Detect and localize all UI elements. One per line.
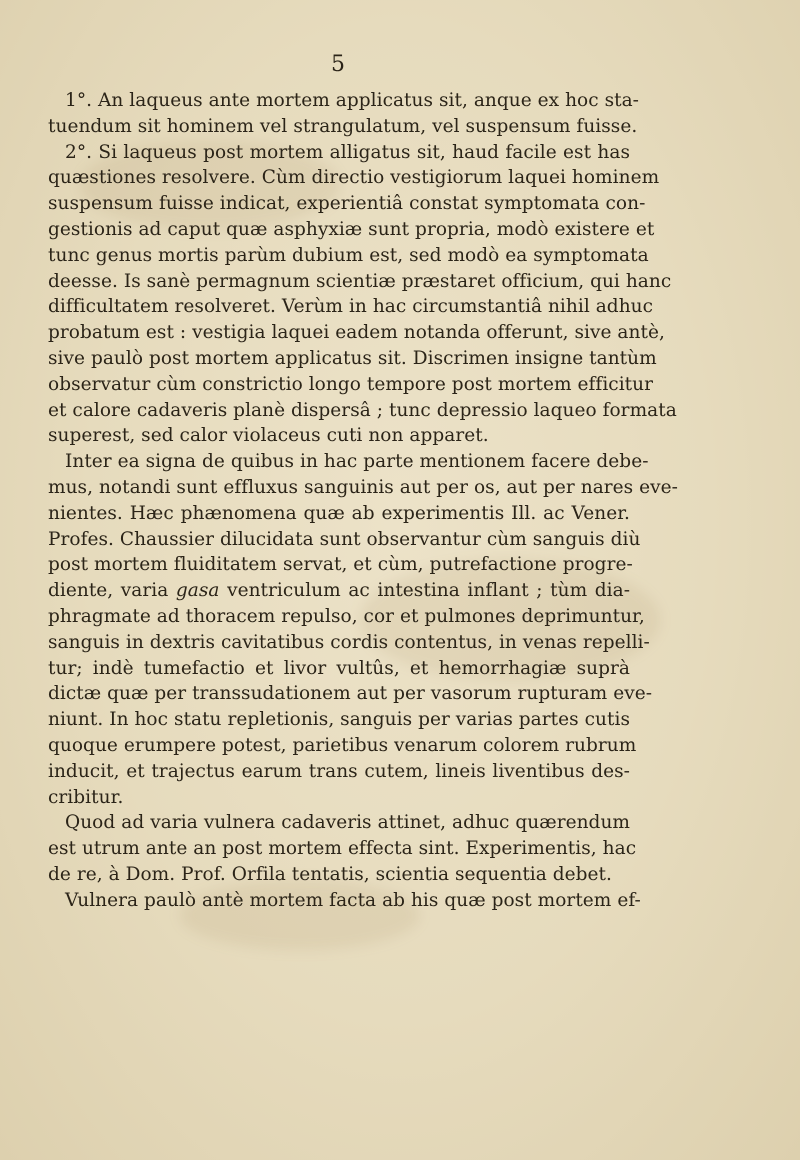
text-line: nientes. Hæc phænomena quæ ab experimentis Ill. ac Vener. bbox=[48, 502, 630, 524]
italic-word: gasa bbox=[175, 580, 220, 602]
text-line: phragmate ad thoracem repulso, cor et pulmones deprimuntur, bbox=[48, 605, 645, 627]
text-line: sanguis in dextris cavitatibus cordis contentus, in venas repelli- bbox=[48, 631, 650, 653]
text-line: est utrum ante an post mortem effecta sint. Experimentis, hac bbox=[48, 838, 637, 860]
text-line: tur; indè tumefactio et livor vultûs, et hemorrhagiæ suprà bbox=[48, 657, 630, 679]
text-line: de re, à Dom. Prof. Orfila tentatis, scientia sequentia debet. bbox=[48, 863, 612, 885]
text-line: sive paulò post mortem applicatus sit. Discrimen insigne tantùm bbox=[48, 347, 657, 369]
text-line: superest, sed calor violaceus cuti non apparet. bbox=[48, 425, 489, 447]
text-line: diente, varia gasa ventriculum ac intestina inflant ; tùm dia- bbox=[48, 580, 630, 602]
body-text bbox=[48, 88, 678, 914]
text-line: post mortem fluiditatem servat, et cùm, putrefactione progre- bbox=[48, 554, 633, 576]
text-line: probatum est : vestigia laquei eadem notanda offerunt, sive antè, bbox=[48, 322, 665, 344]
text-line: tunc genus mortis parùm dubium est, sed modò ea symptomata bbox=[48, 244, 649, 266]
text-line: observatur cùm constrictio longo tempore post mortem efficitur bbox=[48, 373, 654, 395]
text-line: cribitur. bbox=[48, 786, 124, 808]
text-line: gestionis ad caput quæ asphyxiæ sunt propria, modò existere et bbox=[48, 218, 655, 240]
text-line: difficultatem resolveret. Verùm in hac circumstantiâ nihil adhuc bbox=[48, 296, 654, 318]
text-line: 1°. An laqueus ante mortem applicatus sit, anque ex hoc sta- bbox=[65, 90, 639, 111]
text-line: Profes. Chaussier dilucidata sunt observantur cùm sanguis diù bbox=[48, 528, 641, 550]
text-line: Vulnera paulò antè mortem facta ab his quæ post mortem ef- bbox=[65, 889, 641, 911]
text-line: suspensum fuisse indicat, experientiâ constat symptomata con- bbox=[48, 193, 646, 215]
text-line: quæstiones resolvere. Cùm directio vestigiorum laquei hominem bbox=[48, 167, 660, 189]
text-line: inducit, et trajectus earum trans cutem, lineis liventibus des- bbox=[48, 760, 630, 782]
text-line: mus, notandi sunt effluxus sanguinis aut per os, aut per nares eve- bbox=[48, 476, 678, 498]
text-line: 2°. Si laqueus post mortem alligatus sit, haud facile est has bbox=[65, 141, 630, 163]
text-line: tuendum sit hominem vel strangulatum, vel suspensum fuisse. bbox=[48, 115, 638, 137]
text-line: deesse. Is sanè permagnum scientiæ præstaret officium, qui hanc bbox=[48, 270, 672, 292]
text-line: dictæ quæ per transsudationem aut per vasorum rupturam eve- bbox=[48, 683, 653, 705]
text-line: Inter ea signa de quibus in hac parte mentionem facere debe- bbox=[65, 451, 649, 473]
text-line: Quod ad varia vulnera cadaveris attinet, adhuc quærendum bbox=[65, 812, 630, 834]
text-line: quoque erumpere potest, parietibus venarum colorem rubrum bbox=[48, 734, 637, 756]
text-line: et calore cadaveris planè dispersâ ; tunc depressio laqueo formata bbox=[48, 399, 677, 421]
text-line: niunt. In hoc statu repletionis, sanguis per varias partes cutis bbox=[48, 709, 630, 731]
page-number: 5 bbox=[331, 52, 345, 77]
